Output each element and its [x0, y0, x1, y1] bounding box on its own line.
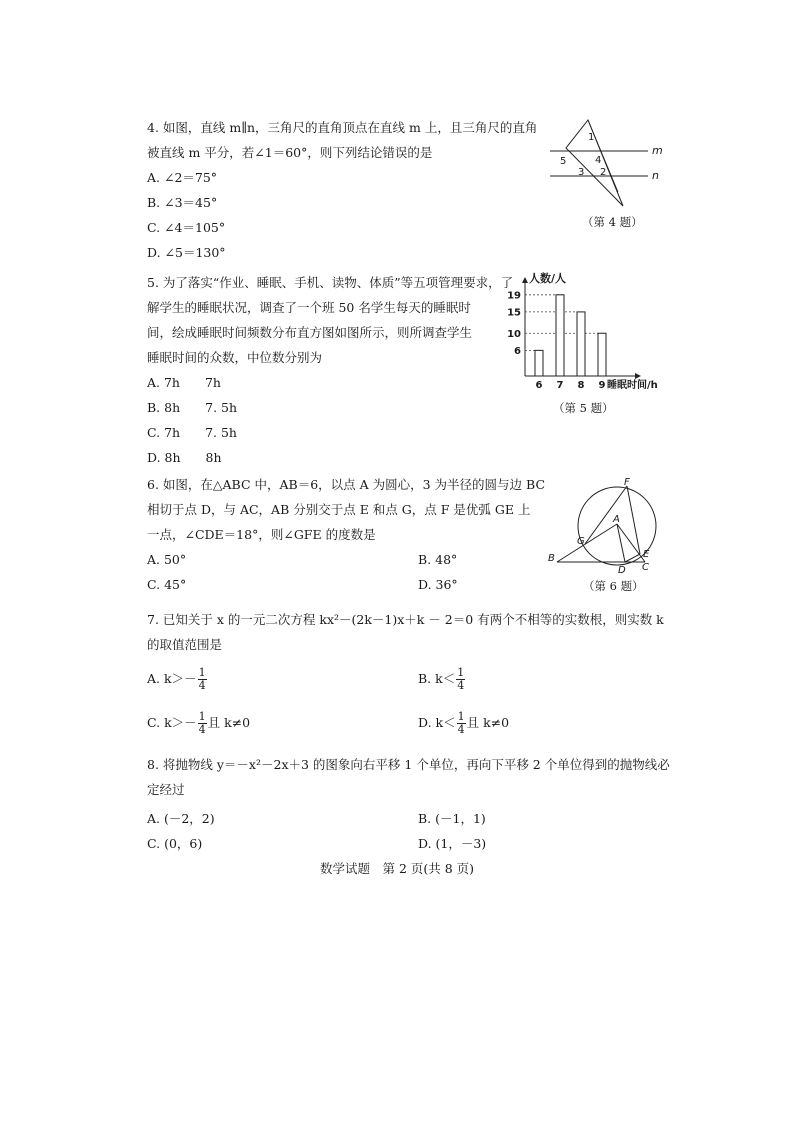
segment-fe — [627, 486, 640, 554]
point-b-label: B — [548, 553, 555, 564]
q5-stem-line3: 间，绘成睡眠时间频数分布直方图如图所示，则所调查学生 — [147, 325, 473, 340]
q6-option-d: D. 36° — [418, 577, 458, 592]
x-tick-label: 9 — [598, 380, 606, 391]
histogram-bar — [556, 295, 564, 376]
x-tick-label: 6 — [535, 380, 543, 391]
q7-option-d — [418, 711, 509, 736]
question-7 — [147, 607, 664, 657]
q8-stem-line2: 定经过 — [147, 782, 185, 797]
q7-option-d-condition: 且 k≠0 — [466, 715, 510, 730]
histogram-bars — [535, 295, 606, 376]
fraction-one-quarter: $\frac{1}{4}$ — [457, 666, 465, 692]
q8-stem-line1: 8. 将抛物线 y＝－x²－2x＋3 的图象向右平移 1 个单位，再向下平移 2 个单位得到的抛物线必 — [147, 757, 670, 772]
point-g-label: G — [577, 536, 585, 547]
q4-figure — [548, 118, 673, 208]
q6-stem-line3: 一点，∠CDE＝18°，则∠GFE 的度数是 — [147, 527, 376, 542]
histogram-bar — [535, 350, 543, 376]
q7-option-b — [418, 667, 466, 692]
q7-stem-line1: 7. 已知关于 x 的一元二次方程 kx²－(2k－1)x＋k － 2＝0 有两个不相等的实数根，则实数 k — [147, 612, 664, 627]
segment-ab — [557, 524, 617, 562]
q7-option-c — [147, 711, 250, 736]
point-c-label: C — [642, 562, 649, 573]
point-d-label: D — [618, 565, 626, 576]
q5-option-c: C. 7h 7. 5h — [147, 425, 237, 440]
y-tick-label: 19 — [507, 290, 521, 302]
q4-caption: （第 4 题） — [582, 215, 643, 229]
angle-4-label: 4 — [595, 155, 602, 166]
q7-option-a — [147, 667, 208, 692]
triangle-inner-edge — [588, 120, 618, 192]
x-tick-label: 7 — [556, 380, 564, 391]
histogram-guides — [525, 295, 606, 351]
y-axis-arrow — [522, 277, 528, 283]
q6-caption: （第 6 题） — [583, 579, 644, 593]
q7-option-b-text: B. k＜ — [418, 671, 456, 686]
q5-stem-line1: 5. 为了落实“作业、睡眠、手机、读物、体质”等五项管理要求，了 — [147, 275, 514, 290]
q4-stem-line2: 被直线 m 平分，若∠1＝60°，则下列结论错误的是 — [147, 145, 433, 160]
q8-option-a: A. (－2，2) — [147, 811, 215, 826]
q5-histogram — [500, 268, 675, 398]
q6-option-a: A. 50° — [147, 552, 187, 567]
histogram-bar — [598, 333, 606, 376]
y-axis-label: 人数/人 — [529, 272, 567, 285]
q5-stem-line4: 睡眠时间的众数，中位数分别为 — [147, 350, 323, 365]
x-axis-arrow — [635, 373, 641, 379]
line-n-label: n — [652, 169, 659, 182]
line-m-label: m — [652, 144, 663, 157]
q5-option-d: D. 8h 8h — [147, 450, 222, 465]
question-5 — [147, 270, 513, 470]
q6-option-c: C. 45° — [147, 577, 187, 592]
q5-caption: （第 5 题） — [553, 401, 614, 415]
q7-stem-line2: 的取值范围是 — [147, 637, 223, 652]
fraction-one-quarter: $\frac{1}{4}$ — [198, 666, 206, 692]
point-f-label: F — [624, 477, 630, 488]
q6-stem-line1: 6. 如图，在△ABC 中，AB＝6，以点 A 为圆心，3 为半径的圆与边 BC — [147, 477, 546, 492]
angle-5-label: 5 — [560, 156, 567, 167]
y-tick-label: 10 — [507, 328, 521, 340]
angle-1-label: 1 — [588, 132, 595, 143]
question-8 — [147, 752, 670, 802]
segment-fg — [585, 486, 627, 544]
q7-option-a-text: A. k＞－ — [147, 671, 197, 686]
angle-3-label: 3 — [578, 167, 585, 178]
fraction-one-quarter: $\frac{1}{4}$ — [198, 710, 206, 736]
angle-2-label: 2 — [600, 167, 607, 178]
q4-option-d: D. ∠5＝130° — [147, 245, 226, 260]
q6-figure — [545, 476, 665, 576]
q4-stem-line1: 4. 如图，直线 m∥n，三角尺的直角顶点在直线 m 上，且三角尺的直角 — [147, 120, 538, 135]
q6-stem-line2: 相切于点 D，与 AC，AB 分别交于点 E 和点 G，点 F 是优弧 GE 上 — [147, 502, 531, 517]
x-tick-label: 8 — [577, 380, 585, 391]
q8-option-d: D. (1，－3) — [418, 836, 487, 851]
q8-option-b: B. (－1，1) — [418, 811, 486, 826]
y-tick-label: 6 — [514, 345, 521, 357]
q4-option-c: C. ∠4＝105° — [147, 220, 226, 235]
histogram-bar — [577, 312, 585, 376]
q7-option-c-condition: 且 k≠0 — [207, 715, 251, 730]
q6-option-b: B. 48° — [418, 552, 458, 567]
q8-option-c: C. (0，6) — [147, 836, 203, 851]
q7-option-d-text: D. k＜ — [418, 715, 456, 730]
question-6 — [147, 472, 545, 547]
fraction-one-quarter: $\frac{1}{4}$ — [457, 710, 465, 736]
point-e-label: E — [643, 549, 650, 560]
question-4 — [147, 115, 537, 265]
q4-option-a: A. ∠2＝75° — [147, 170, 218, 185]
page-footer: 数学试题 第 2 页(共 8 页) — [319, 861, 475, 876]
q4-option-b: B. ∠3＝45° — [147, 195, 218, 210]
y-tick-label: 15 — [507, 307, 521, 319]
q5-stem-line2: 解学生的睡眠状况，调查了一个班 50 名学生每天的睡眠时 — [147, 300, 471, 315]
q7-option-c-text: C. k＞－ — [147, 715, 197, 730]
q5-option-a: A. 7h 7h — [147, 375, 221, 390]
x-axis-label: 睡眠时间/h — [607, 380, 658, 391]
segment-de — [625, 554, 640, 562]
q5-option-b: B. 8h 7. 5h — [147, 400, 238, 415]
point-a-label: A — [613, 514, 620, 525]
